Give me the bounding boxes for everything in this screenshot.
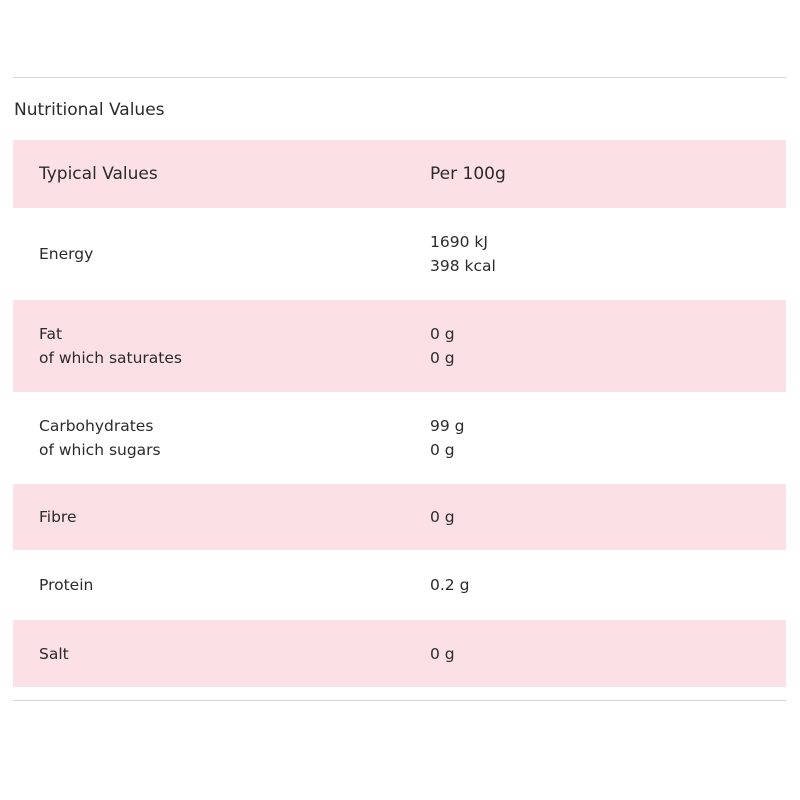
table-row-carbohydrates — [13, 392, 786, 484]
nutrient-value-cell — [430, 484, 770, 550]
top-divider — [13, 77, 786, 78]
header-value: Per 100g — [430, 164, 506, 184]
nutrient-label: Carbohydrates — [39, 417, 154, 435]
nutrient-label: Salt — [39, 644, 69, 663]
table-header-row — [13, 140, 786, 208]
header-label: Typical Values — [39, 164, 158, 184]
header-value-cell — [430, 140, 770, 208]
nutrient-value-cell — [430, 300, 770, 392]
table-row-salt — [13, 620, 786, 687]
table-row-energy — [13, 208, 786, 300]
nutrient-value: 0 g — [430, 441, 455, 459]
section-title: Nutritional Values — [14, 100, 165, 120]
table-row-fibre — [13, 484, 786, 550]
table-row-protein — [13, 550, 786, 620]
nutrient-label: Protein — [39, 576, 94, 594]
nutrient-value: 0 g — [430, 349, 455, 367]
nutrient-label: Energy — [39, 245, 94, 263]
nutrient-value: 0 g — [430, 508, 455, 526]
bottom-divider — [13, 700, 786, 701]
header-label-cell — [39, 140, 399, 208]
nutrient-label-cell — [39, 208, 399, 300]
nutrient-value: 1690 kJ — [430, 233, 488, 251]
nutrient-value-cell — [430, 392, 770, 484]
nutrient-label: Fibre — [39, 508, 77, 526]
nutrient-value: 398 kcal — [430, 257, 496, 275]
nutrient-label-cell — [39, 550, 399, 620]
nutrient-sublabel: of which saturates — [39, 349, 182, 367]
table-row-fat — [13, 300, 786, 392]
nutrient-value-cell — [430, 208, 770, 300]
nutrient-label-cell — [39, 620, 399, 687]
nutrient-value-cell — [430, 620, 770, 687]
nutrient-sublabel: of which sugars — [39, 441, 161, 459]
nutrient-value-cell — [430, 550, 770, 620]
nutrient-label: Fat — [39, 325, 63, 343]
nutrient-label-cell — [39, 392, 399, 484]
nutrient-label-cell — [39, 300, 399, 392]
nutrient-value: 0 g — [430, 325, 455, 343]
nutrient-value: 99 g — [430, 417, 465, 435]
nutrient-label-cell — [39, 484, 399, 550]
nutrient-value: 0 g — [430, 644, 455, 663]
nutrient-value: 0.2 g — [430, 576, 470, 594]
nutrition-table — [13, 140, 786, 687]
